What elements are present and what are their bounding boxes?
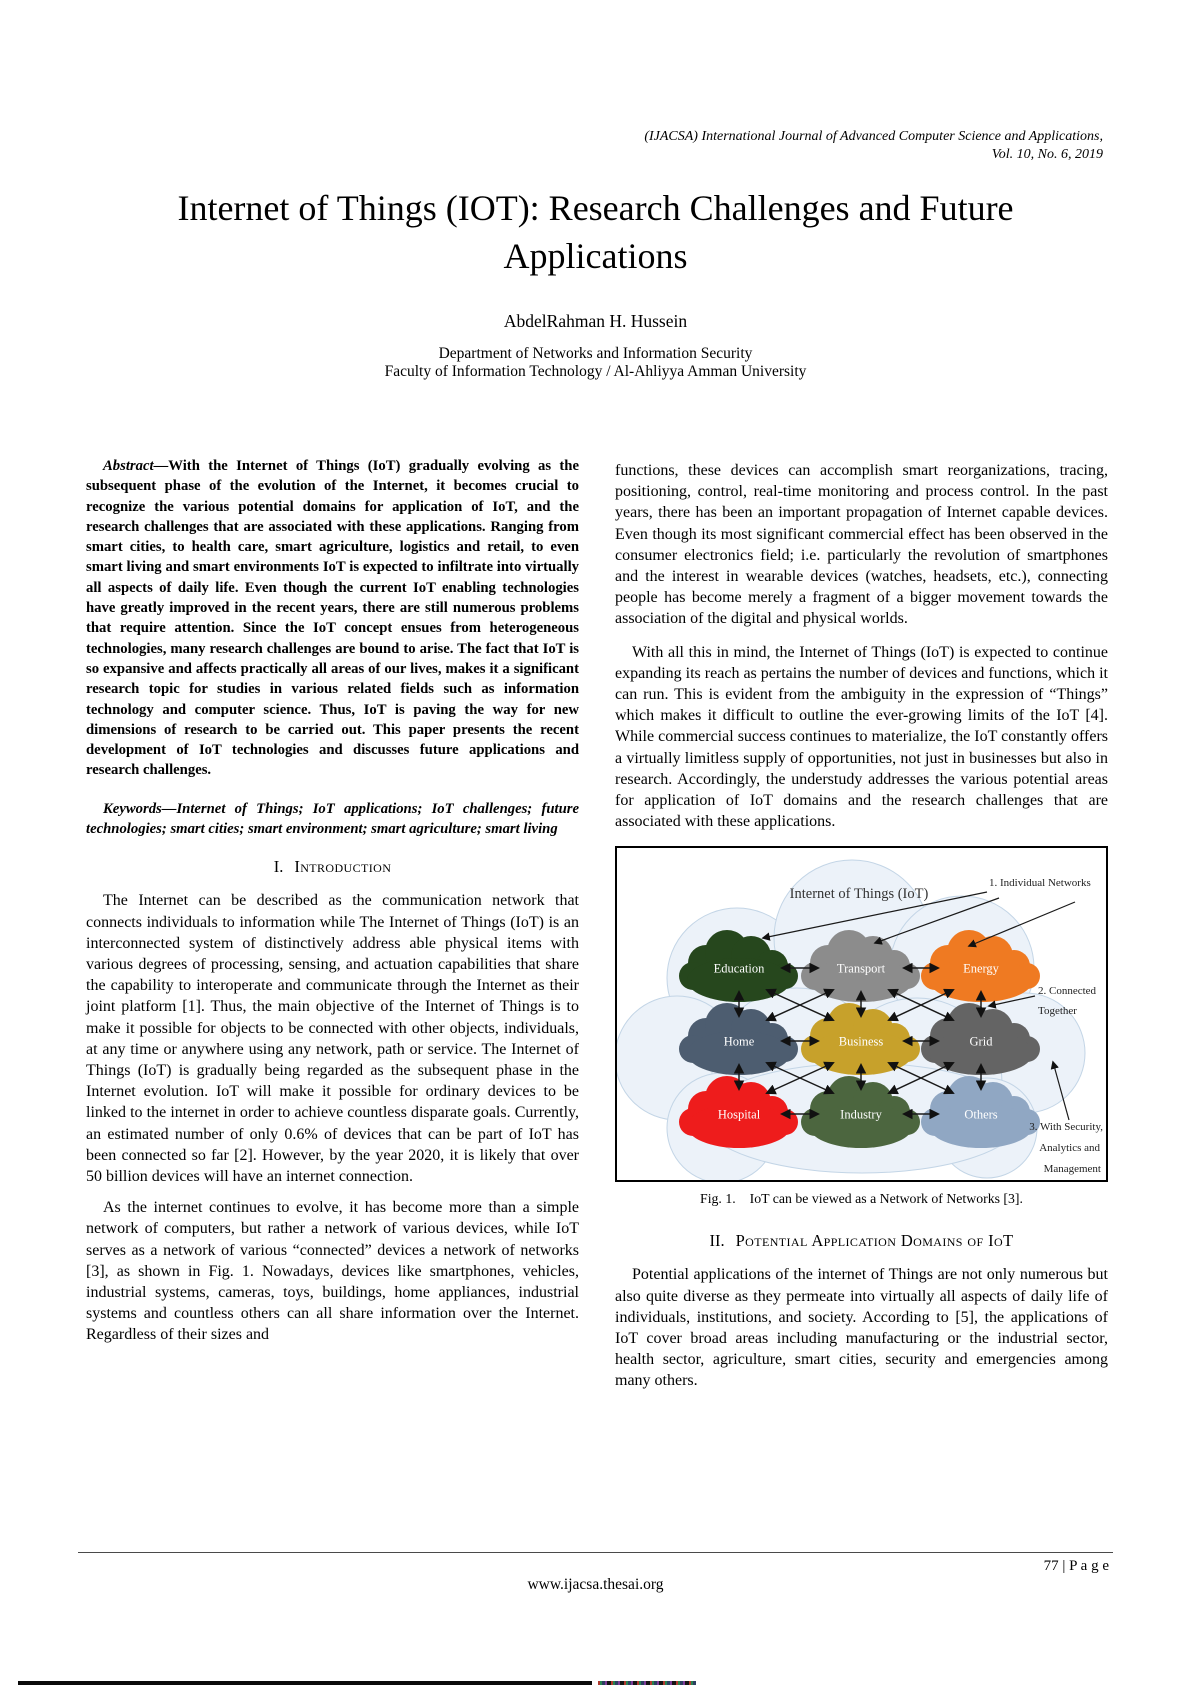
section-1-number: I. xyxy=(273,857,284,877)
cloud-label-energy: Energy xyxy=(963,961,999,976)
footer-url: www.ijacsa.thesai.org xyxy=(527,1576,664,1593)
paper-title: Internet of Things (IOT): Research Challenges and Future Applications xyxy=(177,188,1014,276)
section-2-number: II. xyxy=(709,1231,725,1251)
body-paragraph-iot-expansion: With all this in mind, the Internet of Things (IoT) is expected to continue expanding its reach as pertains the number of devices and functions, which it can run. This is evident from the ambiguity in the expression of “Things” which makes it difficult to outline the ever-growing limits of the IoT [4]. While commercial success continues to materialize, the IoT constantly offers a virtually limitless supply of opportunities, not just in businesses but also in research. Accordingly, the understudy addresses the various potential areas for application of IoT domains and the research challenges that are associated with these applications. xyxy=(615,643,1108,831)
figure-1-caption-label: Fig. 1. xyxy=(700,1191,736,1207)
author-name: AbdelRahman H. Hussein xyxy=(503,311,688,331)
footer-rule xyxy=(78,1552,1113,1553)
next-page-edge-right xyxy=(598,1681,696,1685)
domain-clouds xyxy=(679,930,1040,1148)
page-number: 77 | P a g e xyxy=(1043,1558,1109,1574)
cloud-label-transport: Transport xyxy=(836,961,886,976)
annotation-security-line2: Analytics and xyxy=(1039,1142,1100,1155)
figure-1-caption-text: IoT can be viewed as a Network of Networks [3]. xyxy=(749,1191,1023,1207)
left-column xyxy=(86,452,579,1346)
figure-1-caption xyxy=(615,1191,1108,1207)
annotation-connected-line1: 2. Connected xyxy=(1038,985,1097,998)
author-department: Department of Networks and Information Security xyxy=(438,345,753,362)
section-2-heading xyxy=(615,1231,1108,1251)
section-2-paragraph: Potential applications of the internet of Things are not only numerous but also quite diverse as they permeate into virtually all aspects of daily life of individuals, institutions, and society. According to [5], the applications of IoT cover broad areas including manufacturing or the industrial sector, health sector, agriculture, smart cities, security and emergencies among many others. xyxy=(615,1266,1108,1390)
right-column xyxy=(615,452,1108,1392)
cloud-label-education: Education xyxy=(713,961,765,976)
intro-paragraph-2: As the internet continues to evolve, it has become more than a simple network of computers, but rather a network of various devices, while IoT serves as a network of various “connected” devices a network of networks [3], as shown in Fig. 1. Nowadays, devices like smartphones, vehicles, industrial systems, cameras, toys, buildings, home appliances, industrial systems and countless others can all share information over the Internet. Regardless of their sizes and xyxy=(86,1199,579,1344)
section-2-title: Potential Application Domains of IoT xyxy=(735,1231,1014,1251)
iot-network-diagram xyxy=(615,846,1108,1182)
cloud-label-hospital: Hospital xyxy=(717,1107,761,1122)
annotation-security-line3: Management xyxy=(1043,1163,1101,1176)
figure-1 xyxy=(615,846,1108,1207)
cloud-label-others: Others xyxy=(964,1107,998,1122)
section-1-title: Introduction xyxy=(294,857,392,877)
abstract xyxy=(86,456,579,781)
journal-header xyxy=(0,128,1103,163)
journal-name: (IJACSA) International Journal of Advanced Computer Science and Applications, xyxy=(644,129,1103,144)
figure-1-svg xyxy=(617,848,1106,1180)
next-page-edge-left xyxy=(18,1681,592,1685)
cloud-label-home: Home xyxy=(723,1034,755,1049)
abstract-label: Abstract— xyxy=(103,458,169,474)
cloud-label-industry: Industry xyxy=(840,1107,882,1122)
journal-volume: Vol. 10, No. 6, 2019 xyxy=(991,146,1103,162)
cloud-label-grid: Grid xyxy=(969,1034,993,1049)
annotation-security-line1: 3. With Security, xyxy=(1029,1121,1103,1134)
section-1-heading xyxy=(86,857,579,877)
keywords-label: Keywords— xyxy=(103,800,177,817)
annotation-individual-networks: 1. Individual Networks xyxy=(989,877,1091,890)
abstract-text: With the Internet of Things (IoT) gradually evolving as the subsequent phase of the evolution of the Internet, it becomes crucial to recognize the various potential domains for application of IoT, and the research challenges that are associated with these applications. Ranging from smart cities, to health care, smart agriculture, logistics and retail, to even smart living and smart environments IoT is expected to infiltrate into virtually all aspects of daily life. Even though the current IoT enabling technologies have greatly improved in the recent years, there are still numerous problems that require attention. Since the IoT concept ensues from heterogeneous technologies, many research challenges are bound to arise. The fact that IoT is so expansive and affects practically all areas of our lives, makes it a significant research topic for studies in various related fields such as information technology and computer science. Thus, IoT is paving the way for new dimensions of research to be carried out. This paper presents the recent development of IoT technologies and discusses future applications and research challenges. xyxy=(86,458,579,779)
keywords xyxy=(86,799,579,840)
body-paragraph-continued: functions, these devices can accomplish smart reorganizations, tracing, positioning, control, real-time monitoring and process control. In the past years, there has been an important propagation of Internet capable devices. Even though its most significant commercial effect has been observed in the consumer electronics field; i.e. particularly the revolution of smartphones and the interest in wearable devices (watches, headsets, etc.), connecting people has become merely a fragment of a bigger movement towards the association of the digital and physical worlds. xyxy=(615,462,1108,628)
annotation-connected-line2: Together xyxy=(1038,1005,1077,1018)
cloud-label-business: Business xyxy=(838,1034,884,1049)
annotation-security-analytics xyxy=(1029,1121,1103,1175)
author-block xyxy=(0,311,1191,380)
intro-paragraph-1: The Internet can be described as the communication network that connects individuals to information while The Internet of Things (IoT) is an interconnected system of distinctively address able physical items with various degrees of processing, sensing, and actuation capabilities that share the capability to interoperate and communicate through the Internet as their joint platform [1]. Thus, the main objective of the Internet of Things is to make it possible for objects to be connected with other objects, individuals, at any time or anywhere using any network, path or service. The Internet of Things (IoT) is gradually being regarded as the subsequent phase in the Internet evolution. IoT will make it possible for ordinary devices to be linked to the internet in order to achieve countless disparate goals. Currently, an estimated number of only 0.6% of devices that can be part of IoT has been connected so far [2]. However, by the year 2020, it is likely that over 50 billion devices will have an internet connection. xyxy=(86,892,579,1185)
cloud-title: Internet of Things (IoT) xyxy=(789,886,929,903)
author-faculty: Faculty of Information Technology / Al-Ahliyya Amman University xyxy=(384,362,807,380)
keywords-text: Internet of Things; IoT applications; IoT challenges; future technologies; smart cities; smart environment; smart agriculture; smart living xyxy=(86,800,579,838)
